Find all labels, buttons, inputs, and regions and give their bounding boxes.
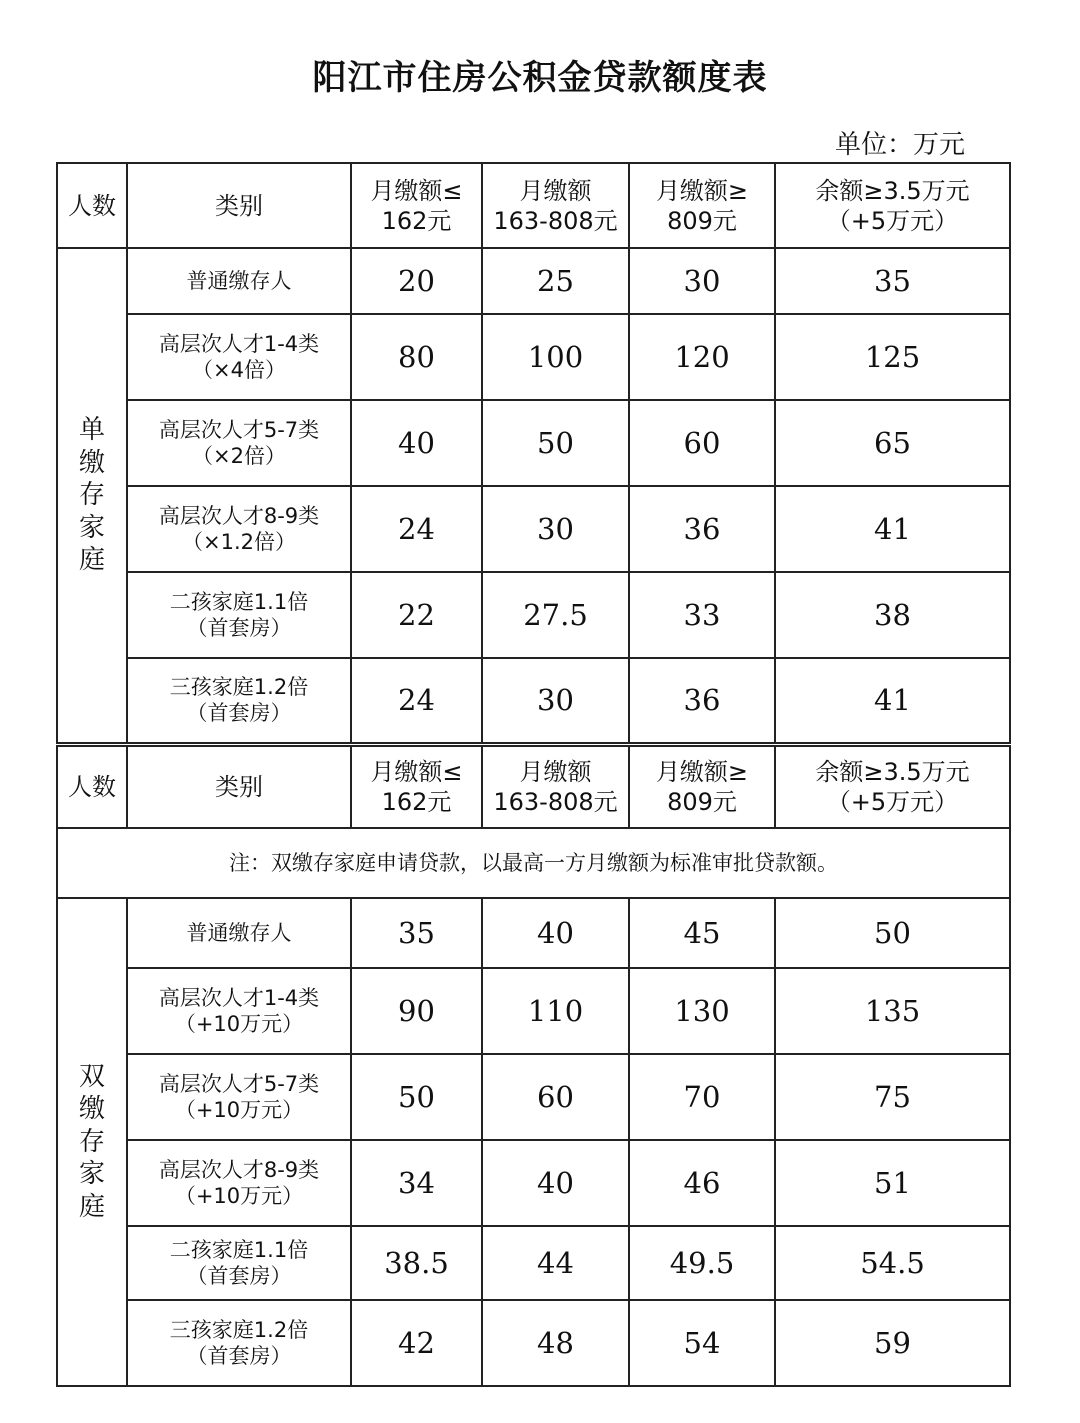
header-category: 类别 bbox=[127, 163, 351, 248]
value-cell: 54.5 bbox=[775, 1226, 1010, 1300]
value-cell: 22 bbox=[351, 572, 482, 658]
single-household-label-char: 庭 bbox=[78, 545, 105, 575]
value-cell: 33 bbox=[629, 572, 775, 658]
header-col1-line2: 162元 bbox=[381, 206, 452, 235]
category-cell bbox=[127, 898, 351, 968]
category-line1: 二孩家庭1.1倍 bbox=[169, 1237, 309, 1262]
category-line1: 高层次人才1-4类 bbox=[158, 985, 320, 1010]
table-row bbox=[57, 1054, 1010, 1140]
header-col1 bbox=[351, 163, 482, 248]
note-text: 注：双缴存家庭申请贷款，以最高一方月缴额为标准审批贷款额。 bbox=[57, 828, 1010, 898]
value-cell: 49.5 bbox=[629, 1226, 775, 1300]
double-household-label-char: 存 bbox=[78, 1126, 105, 1157]
value-cell: 41 bbox=[775, 486, 1010, 572]
single-household-label-char: 家 bbox=[78, 512, 105, 543]
header-col3 bbox=[629, 163, 775, 248]
value-cell: 70 bbox=[629, 1054, 775, 1140]
value-cell: 110 bbox=[482, 968, 629, 1054]
value-cell: 30 bbox=[482, 486, 629, 572]
category-cell bbox=[127, 968, 351, 1054]
category-line1: 高层次人才8-9类 bbox=[158, 1157, 320, 1182]
category-line1: 高层次人才1-4类 bbox=[158, 331, 320, 356]
value-cell: 24 bbox=[351, 658, 482, 744]
header-col1-line1: 月缴额≤ bbox=[370, 176, 463, 205]
table-row bbox=[57, 1140, 1010, 1226]
category-line2: （×1.2倍） bbox=[182, 530, 296, 554]
page-title: 阳江市住房公积金贷款额度表 bbox=[312, 58, 768, 98]
category-line1: 普通缴存人 bbox=[186, 268, 292, 293]
category-line2: （首套房） bbox=[186, 701, 292, 726]
category-line2: （+10万元） bbox=[174, 1184, 304, 1208]
category-line1: 高层次人才8-9类 bbox=[158, 503, 320, 528]
header-col1-line2: 162元 bbox=[381, 787, 452, 816]
value-cell: 50 bbox=[482, 400, 629, 486]
value-cell: 35 bbox=[775, 248, 1010, 314]
double-household-label bbox=[57, 898, 127, 1386]
header-col3-line1: 月缴额≥ bbox=[655, 757, 749, 786]
category-line1: 高层次人才5-7类 bbox=[158, 417, 320, 442]
header-col3-line2: 809元 bbox=[667, 787, 737, 816]
header-col4-line1: 余额≥3.5万元 bbox=[815, 176, 970, 205]
value-cell: 50 bbox=[351, 1054, 482, 1140]
value-cell: 65 bbox=[775, 400, 1010, 486]
unit-label: 单位：万元 bbox=[834, 130, 965, 160]
double-household-label-char: 双 bbox=[78, 1061, 105, 1092]
table-row bbox=[57, 1300, 1010, 1386]
category-cell bbox=[127, 248, 351, 314]
header-row bbox=[57, 744, 1010, 828]
value-cell: 60 bbox=[482, 1054, 629, 1140]
value-cell: 30 bbox=[629, 248, 775, 314]
note-row bbox=[57, 828, 1010, 898]
value-cell: 25 bbox=[482, 248, 629, 314]
category-line1: 三孩家庭1.2倍 bbox=[169, 675, 309, 699]
table-row bbox=[57, 486, 1010, 572]
value-cell: 59 bbox=[775, 1300, 1010, 1386]
table-row bbox=[57, 1226, 1010, 1300]
value-cell: 100 bbox=[482, 314, 629, 400]
value-cell: 54 bbox=[629, 1300, 775, 1386]
category-line1: 高层次人才5-7类 bbox=[158, 1071, 320, 1096]
header-persons: 人数 bbox=[57, 744, 127, 828]
value-cell: 51 bbox=[775, 1140, 1010, 1226]
category-cell bbox=[127, 1226, 351, 1300]
double-household-label-char: 家 bbox=[78, 1159, 105, 1190]
category-line2: （+10万元） bbox=[174, 1012, 304, 1036]
header-col2-line1: 月缴额 bbox=[519, 176, 592, 205]
value-cell: 27.5 bbox=[482, 572, 629, 658]
category-line1: 普通缴存人 bbox=[186, 920, 292, 945]
header-col3-line1: 月缴额≥ bbox=[655, 176, 749, 205]
table-row bbox=[57, 898, 1010, 968]
category-line2: （+10万元） bbox=[174, 1098, 304, 1122]
value-cell: 125 bbox=[775, 314, 1010, 400]
value-cell: 44 bbox=[482, 1226, 629, 1300]
header-col4 bbox=[775, 163, 1010, 248]
single-household-label-char: 缴 bbox=[78, 447, 105, 478]
double-household-label-char: 庭 bbox=[78, 1191, 105, 1222]
category-cell bbox=[127, 1140, 351, 1226]
category-cell bbox=[127, 486, 351, 572]
header-col4-line2: （+5万元） bbox=[826, 206, 959, 235]
value-cell: 135 bbox=[775, 968, 1010, 1054]
value-cell: 38 bbox=[775, 572, 1010, 658]
loan-quota-table bbox=[56, 162, 1011, 1387]
category-cell bbox=[127, 572, 351, 658]
value-cell: 130 bbox=[629, 968, 775, 1054]
header-col2 bbox=[482, 744, 629, 828]
value-cell: 24 bbox=[351, 486, 482, 572]
value-cell: 80 bbox=[351, 314, 482, 400]
header-col2-line2: 163-808元 bbox=[493, 206, 618, 235]
header-col1-line1: 月缴额≤ bbox=[370, 757, 463, 786]
value-cell: 75 bbox=[775, 1054, 1010, 1140]
category-cell bbox=[127, 1054, 351, 1140]
value-cell: 46 bbox=[629, 1140, 775, 1226]
table-row bbox=[57, 248, 1010, 314]
category-cell bbox=[127, 1300, 351, 1386]
category-line2: （首套房） bbox=[186, 616, 292, 640]
value-cell: 45 bbox=[629, 898, 775, 968]
category-line1: 二孩家庭1.1倍 bbox=[169, 589, 309, 614]
header-col2-line1: 月缴额 bbox=[519, 757, 592, 786]
value-cell: 48 bbox=[482, 1300, 629, 1386]
table-row bbox=[57, 400, 1010, 486]
table-row bbox=[57, 658, 1010, 744]
value-cell: 41 bbox=[775, 658, 1010, 744]
header-category: 类别 bbox=[127, 744, 351, 828]
header-col2 bbox=[482, 163, 629, 248]
single-household-label-char: 单 bbox=[78, 415, 105, 445]
value-cell: 20 bbox=[351, 248, 482, 314]
table-row bbox=[57, 572, 1010, 658]
value-cell: 36 bbox=[629, 658, 775, 744]
value-cell: 90 bbox=[351, 968, 482, 1054]
value-cell: 34 bbox=[351, 1140, 482, 1226]
header-col4-line1: 余额≥3.5万元 bbox=[815, 757, 970, 786]
value-cell: 36 bbox=[629, 486, 775, 572]
value-cell: 30 bbox=[482, 658, 629, 744]
value-cell: 40 bbox=[351, 400, 482, 486]
header-col4 bbox=[775, 744, 1010, 828]
category-line2: （×2倍） bbox=[192, 444, 286, 468]
category-cell bbox=[127, 400, 351, 486]
header-col3-line2: 809元 bbox=[667, 206, 737, 235]
value-cell: 40 bbox=[482, 898, 629, 968]
category-line2: （×4倍） bbox=[192, 358, 286, 382]
value-cell: 38.5 bbox=[351, 1226, 482, 1300]
single-household-label-char: 存 bbox=[78, 480, 105, 510]
value-cell: 120 bbox=[629, 314, 775, 400]
value-cell: 50 bbox=[775, 898, 1010, 968]
header-col2-line2: 163-808元 bbox=[493, 787, 618, 816]
value-cell: 40 bbox=[482, 1140, 629, 1226]
header-row bbox=[57, 163, 1010, 248]
category-cell bbox=[127, 314, 351, 400]
category-line2: （首套房） bbox=[186, 1344, 292, 1368]
value-cell: 42 bbox=[351, 1300, 482, 1386]
header-col1 bbox=[351, 744, 482, 828]
category-cell bbox=[127, 658, 351, 744]
table-row bbox=[57, 968, 1010, 1054]
header-col4-line2: （+5万元） bbox=[826, 787, 959, 816]
header-persons: 人数 bbox=[57, 163, 127, 248]
header-col3 bbox=[629, 744, 775, 828]
table-row bbox=[57, 314, 1010, 400]
category-line1: 三孩家庭1.2倍 bbox=[169, 1317, 309, 1342]
value-cell: 60 bbox=[629, 400, 775, 486]
single-household-label bbox=[57, 248, 127, 744]
value-cell: 35 bbox=[351, 898, 482, 968]
double-household-label-char: 缴 bbox=[78, 1094, 105, 1125]
category-line2: （首套房） bbox=[186, 1264, 292, 1288]
